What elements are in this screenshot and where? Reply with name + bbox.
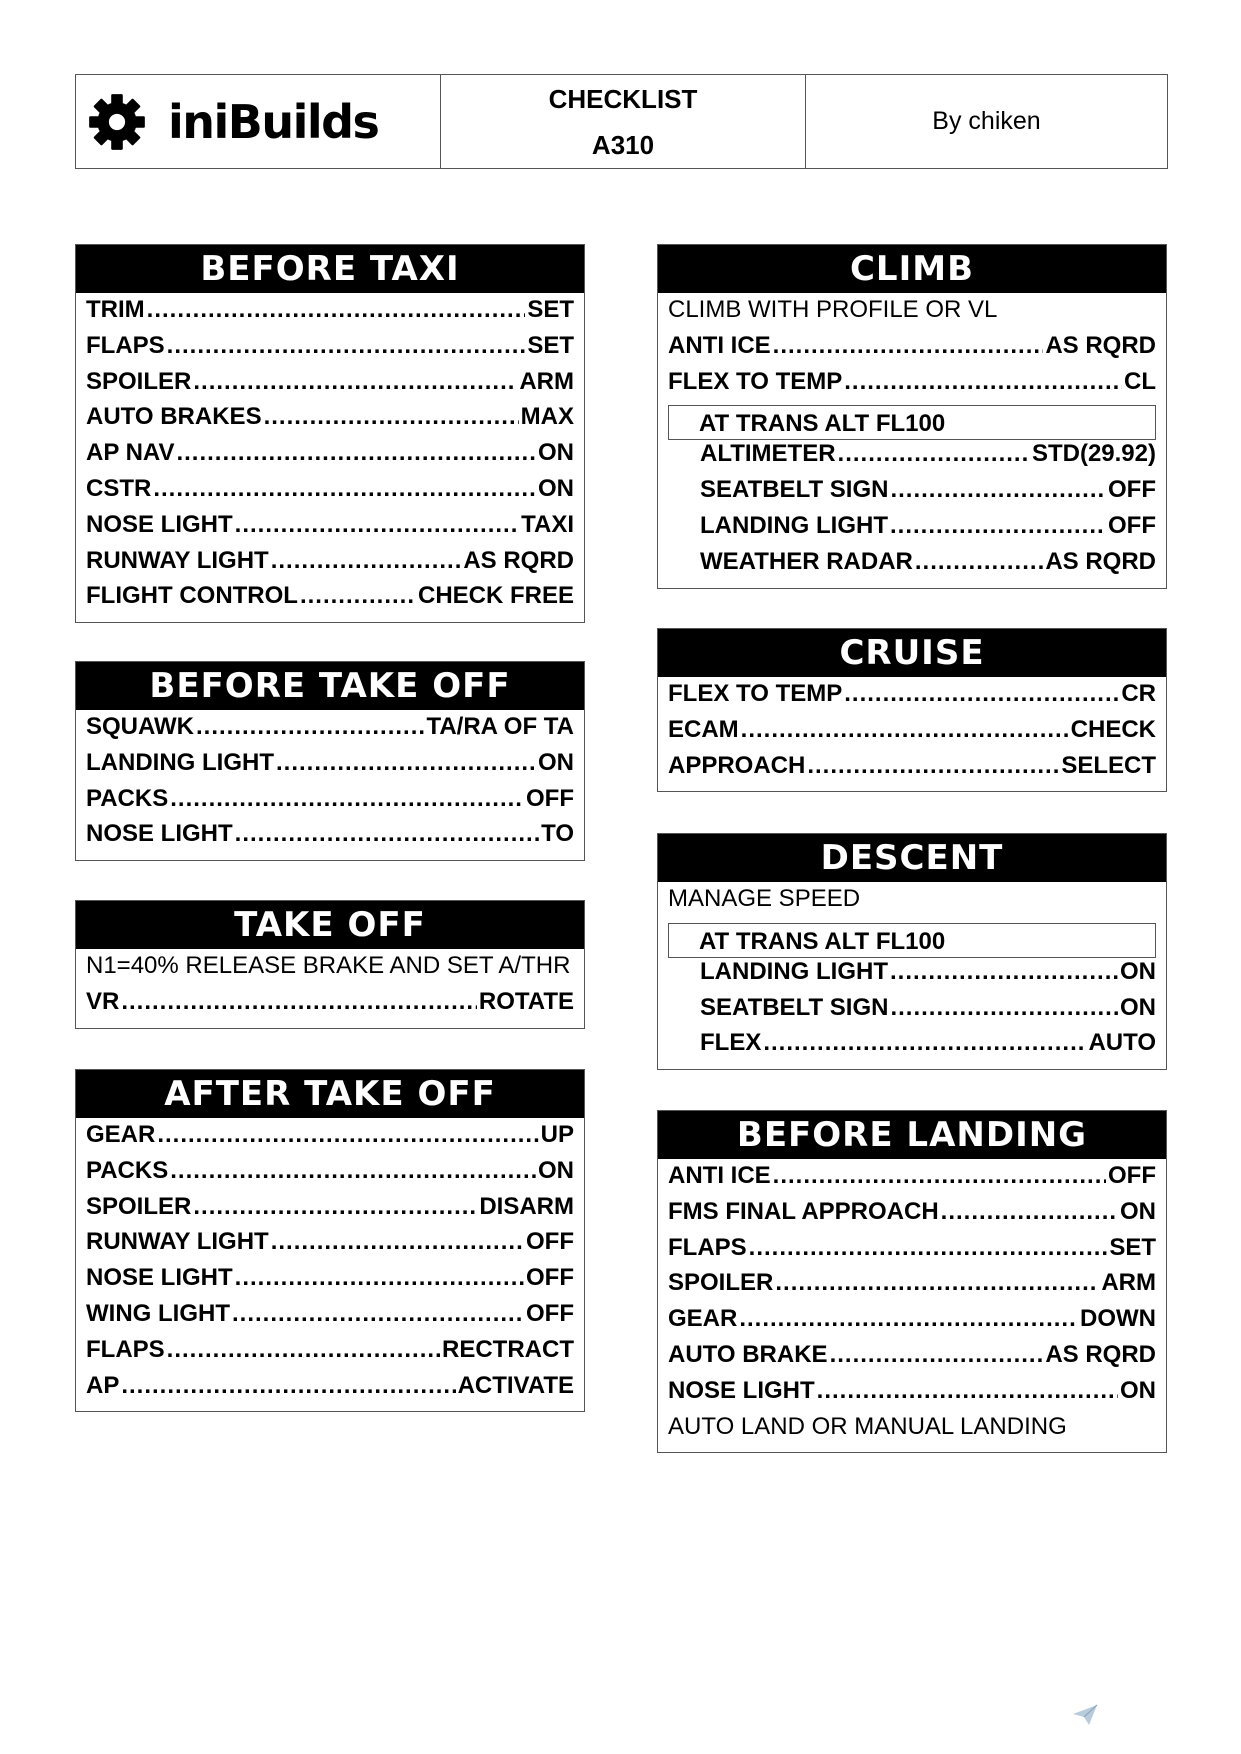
item-label: FLEX <box>700 1029 762 1057</box>
item-value: OFF <box>526 1228 574 1256</box>
item-value: MAX <box>520 403 574 431</box>
checklist-row <box>86 475 574 511</box>
item-label: FLEX TO TEMP <box>668 367 843 395</box>
item-label: ECAM <box>668 715 739 743</box>
checklist-row <box>86 1336 574 1372</box>
section-title: BEFORE TAXI <box>76 245 584 293</box>
section-items <box>76 710 584 860</box>
section-title: CLIMB <box>658 245 1166 293</box>
leader-dots <box>890 476 1106 504</box>
section-take-off <box>75 900 585 1029</box>
item-value: SET <box>527 296 574 323</box>
leader-dots <box>170 1157 536 1185</box>
item-value: UP <box>540 1121 574 1148</box>
item-label: CSTR <box>86 474 152 502</box>
item-label: FLEX TO TEMP <box>668 680 843 707</box>
item-value: SELECT <box>1061 751 1156 779</box>
item-value: CHECK <box>1070 715 1156 743</box>
item-label: ANTI ICE <box>668 331 771 359</box>
title-line-1: CHECKLIST <box>548 83 698 114</box>
item-label: APPROACH <box>668 751 806 779</box>
checklist-header <box>75 74 1168 169</box>
trans-alt-subheader: AT TRANS ALT FL100 <box>668 923 1156 958</box>
checklist-row <box>86 820 574 856</box>
checklist-row <box>668 548 1156 584</box>
item-label: LANDING LIGHT <box>700 511 888 539</box>
item-value: TO <box>541 820 574 848</box>
leader-dots <box>232 1300 524 1328</box>
section-cruise <box>657 628 1167 792</box>
section-title: BEFORE TAKE OFF <box>76 662 584 710</box>
section-items <box>76 293 584 622</box>
item-label: RUNWAY LIGHT <box>86 546 269 574</box>
note-text: AUTO LAND OR MANUAL LANDING <box>668 1412 1067 1440</box>
checklist-title <box>441 75 806 168</box>
item-label: AP NAV <box>86 439 175 467</box>
checklist-row <box>86 1264 574 1300</box>
section-title: CRUISE <box>658 629 1166 677</box>
item-value: OFF <box>526 1299 574 1327</box>
leader-dots <box>235 1264 524 1292</box>
item-label: FLAPS <box>86 1335 165 1363</box>
checklist-row <box>86 1121 574 1157</box>
section-climb <box>657 244 1167 589</box>
checklist-row <box>86 1372 574 1408</box>
leader-dots <box>193 368 517 396</box>
checklist-row <box>668 1269 1156 1305</box>
item-value: CR <box>1121 680 1156 707</box>
item-value: ON <box>1120 993 1156 1021</box>
trans-alt-subheader: AT TRANS ALT FL100 <box>668 405 1156 440</box>
item-label: FLIGHT CONTROL <box>86 582 298 610</box>
checklist-row <box>668 994 1156 1030</box>
item-value: ACTIVATE <box>457 1371 574 1399</box>
item-label: TRIM <box>86 296 145 323</box>
leader-dots <box>749 1234 1108 1262</box>
item-value: ON <box>1120 1376 1156 1404</box>
item-label: NOSE LIGHT <box>86 1264 233 1292</box>
item-value: RECTRACT <box>442 1335 574 1363</box>
section-descent <box>657 833 1167 1070</box>
item-value: AS RQRD <box>463 546 574 574</box>
title-line-2: A310 <box>591 129 655 160</box>
item-value: TAXI <box>521 510 574 538</box>
leader-dots <box>741 716 1069 744</box>
leader-dots <box>157 1121 538 1149</box>
item-value: OFF <box>1108 476 1156 504</box>
item-label: WEATHER RADAR <box>700 547 913 575</box>
checklist-row <box>86 296 574 332</box>
checklist-row <box>668 440 1156 476</box>
checklist-row <box>86 332 574 368</box>
item-value: OFF <box>526 1264 574 1292</box>
item-label: AP <box>86 1371 120 1399</box>
checklist-row <box>668 1198 1156 1234</box>
item-value: OFF <box>526 784 574 812</box>
item-value: ARM <box>519 367 574 395</box>
checklist-row <box>86 988 574 1024</box>
leader-dots <box>276 749 536 777</box>
checklist-row <box>668 512 1156 548</box>
item-value: AUTO <box>1088 1029 1156 1057</box>
item-label: FLAPS <box>86 331 165 359</box>
leader-dots <box>775 1269 1099 1297</box>
section-title: BEFORE LANDING <box>658 1111 1166 1159</box>
item-label: GEAR <box>86 1121 156 1148</box>
item-label: ANTI ICE <box>668 1162 771 1189</box>
item-value: TA/RA OF TA <box>426 713 574 740</box>
leader-dots <box>890 958 1118 986</box>
leader-dots <box>941 1198 1118 1226</box>
item-label: AUTO BRAKE <box>668 1340 828 1368</box>
leader-dots <box>235 820 539 848</box>
item-value: ARM <box>1101 1269 1156 1297</box>
leader-dots <box>271 1228 524 1256</box>
checklist-row <box>668 1029 1156 1065</box>
leader-dots <box>121 1372 455 1400</box>
item-value: ON <box>538 439 574 467</box>
leader-dots <box>830 1341 1044 1369</box>
checklist-note <box>668 1413 1156 1449</box>
item-label: SEATBELT SIGN <box>700 476 889 504</box>
checklist-row <box>86 368 574 404</box>
leader-dots <box>193 1193 477 1221</box>
leader-dots <box>844 368 1122 396</box>
checklist-row <box>86 713 574 749</box>
leader-dots <box>167 332 526 360</box>
section-title: AFTER TAKE OFF <box>76 1070 584 1118</box>
section-before-take-off <box>75 661 585 861</box>
author-text: By chiken <box>932 107 1041 135</box>
item-label: VR <box>86 987 120 1015</box>
item-value: CL <box>1124 367 1156 395</box>
checklist-row <box>86 1300 574 1336</box>
section-before-landing <box>657 1110 1167 1453</box>
item-label: FMS FINAL APPROACH <box>668 1197 939 1225</box>
section-after-take-off <box>75 1069 585 1412</box>
leader-dots <box>817 1377 1118 1405</box>
checklist-row <box>86 547 574 583</box>
item-label: LANDING LIGHT <box>700 957 888 985</box>
item-value: STD(29.92) <box>1031 440 1156 468</box>
note-text: N1=40% RELEASE BRAKE AND SET A/THR <box>86 952 571 979</box>
item-value: OFF <box>1108 1162 1156 1189</box>
leader-dots <box>167 1336 440 1364</box>
checklist-row <box>668 1341 1156 1377</box>
checklist-row <box>86 582 574 618</box>
item-label: LANDING LIGHT <box>86 748 274 776</box>
gear-icon <box>88 93 146 151</box>
checklist-row <box>668 958 1156 994</box>
note-text: CLIMB WITH PROFILE OR VL <box>668 296 998 323</box>
item-label: PACKS <box>86 1156 169 1184</box>
item-label: NOSE LIGHT <box>86 510 233 538</box>
section-items <box>658 882 1166 1069</box>
item-label: NOSE LIGHT <box>668 1376 815 1404</box>
leader-dots <box>915 548 1043 576</box>
leader-dots <box>271 547 462 575</box>
leader-dots <box>739 1305 1078 1333</box>
item-label: WING LIGHT <box>86 1299 230 1327</box>
leader-dots <box>235 511 519 539</box>
item-value: AS RQRD <box>1045 547 1156 575</box>
item-label: SPOILER <box>86 1192 192 1220</box>
leader-dots <box>773 332 1044 360</box>
checklist-row <box>668 752 1156 788</box>
item-label: GEAR <box>668 1305 738 1333</box>
item-label: RUNWAY LIGHT <box>86 1228 269 1256</box>
checklist-row <box>668 332 1156 368</box>
section-title: TAKE OFF <box>76 901 584 949</box>
item-label: FLAPS <box>668 1233 747 1261</box>
item-label: SEATBELT SIGN <box>700 993 889 1021</box>
item-value: SET <box>527 331 574 359</box>
leader-dots <box>147 296 526 324</box>
section-items <box>658 293 1166 588</box>
checklist-row <box>86 1193 574 1229</box>
leader-dots <box>773 1162 1106 1190</box>
item-value: OFF <box>1108 511 1156 539</box>
leader-dots <box>890 512 1106 540</box>
item-value: CHECK FREE <box>417 582 574 610</box>
checklist-row <box>86 1157 574 1193</box>
checklist-row <box>668 1305 1156 1341</box>
item-label: ALTIMETER <box>700 440 836 468</box>
item-value: ROTATE <box>478 987 574 1015</box>
paper-plane-icon <box>1072 1704 1098 1726</box>
section-before-taxi <box>75 244 585 623</box>
item-label: SPOILER <box>86 367 192 395</box>
brand-name: iniBuilds <box>168 94 379 149</box>
item-value: ON <box>538 748 574 776</box>
checklist-row <box>668 1162 1156 1198</box>
checklist-row <box>86 403 574 439</box>
item-label: AUTO BRAKES <box>86 403 262 431</box>
checklist-note <box>668 885 1156 921</box>
leader-dots <box>170 785 524 813</box>
leader-dots <box>844 680 1119 708</box>
checklist-note <box>668 296 1156 332</box>
section-items <box>76 1118 584 1411</box>
item-value: SET <box>1109 1233 1156 1261</box>
checklist-row <box>86 1228 574 1264</box>
checklist-row <box>668 1377 1156 1413</box>
brand-logo <box>76 75 441 168</box>
checklist-row <box>668 368 1156 404</box>
item-value: ON <box>1120 957 1156 985</box>
checklist-row <box>86 439 574 475</box>
item-value: DOWN <box>1080 1305 1156 1333</box>
checklist-row <box>668 476 1156 512</box>
section-items <box>76 949 584 1028</box>
leader-dots <box>176 439 536 467</box>
leader-dots <box>153 475 536 503</box>
item-value: DISARM <box>479 1192 574 1220</box>
item-label: SQUAWK <box>86 713 194 740</box>
item-value: ON <box>1120 1197 1156 1225</box>
item-label: SPOILER <box>668 1269 774 1297</box>
checklist-note <box>86 952 574 988</box>
checklist-row <box>668 680 1156 716</box>
leader-dots <box>121 988 477 1016</box>
checklist-row <box>668 716 1156 752</box>
checklist-row <box>86 511 574 547</box>
item-value: ON <box>538 474 574 502</box>
item-value: AS RQRD <box>1045 1340 1156 1368</box>
checklist-row <box>668 1234 1156 1270</box>
item-label: PACKS <box>86 784 169 812</box>
author-credit <box>806 75 1167 168</box>
item-value: AS RQRD <box>1045 331 1156 359</box>
leader-dots <box>264 403 519 431</box>
leader-dots <box>300 582 416 610</box>
checklist-row <box>86 749 574 785</box>
section-title: DESCENT <box>658 834 1166 882</box>
note-text: MANAGE SPEED <box>668 885 861 912</box>
checklist-row <box>86 785 574 821</box>
section-items <box>658 677 1166 791</box>
leader-dots <box>838 440 1030 468</box>
section-items <box>658 1159 1166 1452</box>
item-label: NOSE LIGHT <box>86 820 233 848</box>
leader-dots <box>763 1029 1086 1057</box>
leader-dots <box>807 752 1059 780</box>
item-value: ON <box>538 1156 574 1184</box>
leader-dots <box>196 713 424 741</box>
leader-dots <box>890 994 1118 1022</box>
